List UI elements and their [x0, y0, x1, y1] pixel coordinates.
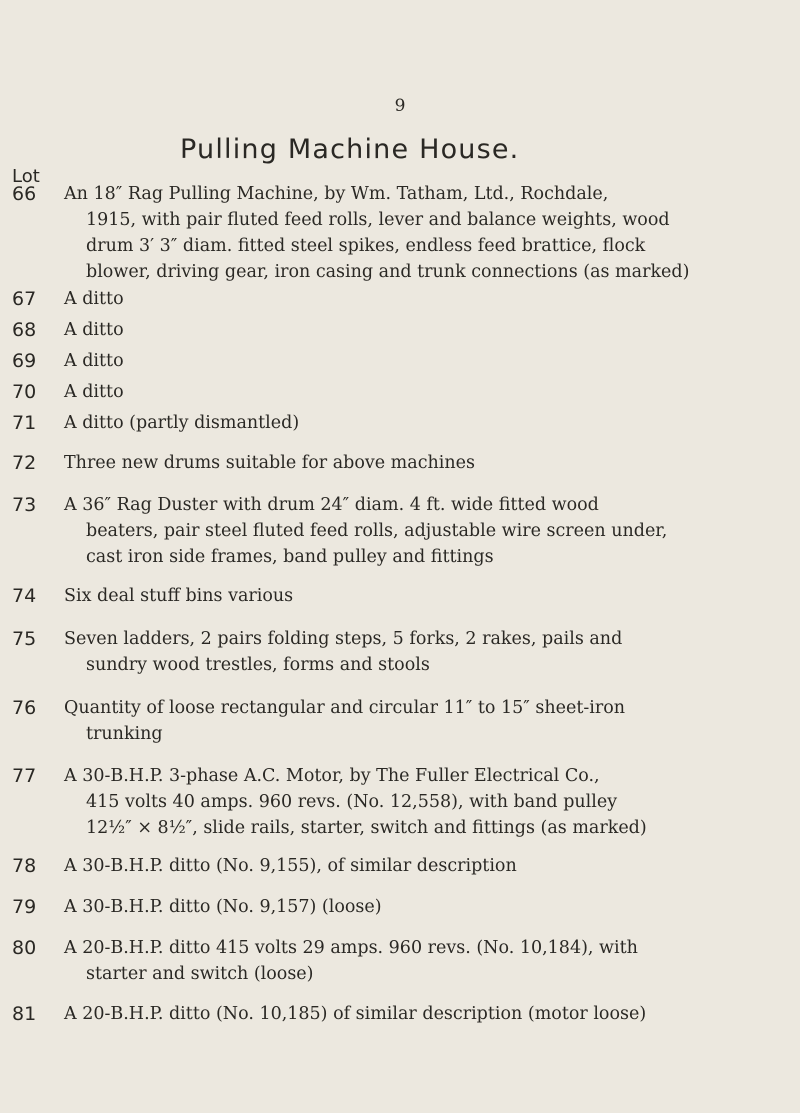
- lot-line: A ditto: [64, 320, 124, 340]
- lot-line: beaters, pair steel fluted feed rolls, adjustable wire screen under,: [86, 521, 668, 541]
- lot-line: 1915, with pair fluted feed rolls, lever and balance weights, wood: [86, 210, 670, 230]
- lot-number: 66: [12, 183, 37, 205]
- lot-number: 80: [12, 937, 37, 959]
- lot-line: A ditto: [64, 382, 124, 402]
- lot-description: [64, 626, 760, 678]
- lot-line: Six deal stuff bins various: [64, 586, 294, 606]
- lot-number: 70: [12, 381, 37, 403]
- lot-description: [64, 1001, 760, 1027]
- lot-description: [64, 317, 760, 343]
- lot-number: 79: [12, 896, 37, 918]
- lot-line: A 30-B.H.P. 3-phase A.C. Motor, by The Fuller Electrical Co.,: [64, 766, 600, 786]
- lot-column-header: Lot: [12, 166, 40, 187]
- lot-description: [64, 410, 760, 436]
- lot-description: [64, 853, 760, 879]
- lot-line: A 20-B.H.P. ditto (No. 10,185) of similar description (motor loose): [64, 1004, 647, 1024]
- lot-description: [64, 935, 760, 987]
- lot-number: 81: [12, 1003, 37, 1025]
- lot-number: 74: [12, 585, 37, 607]
- lot-line: Three new drums suitable for above machines: [64, 453, 475, 473]
- lot-line: 12½″ × 8½″, slide rails, starter, switch and fittings (as marked): [86, 818, 647, 838]
- lot-description: [64, 894, 760, 920]
- lot-line: sundry wood trestles, forms and stools: [86, 655, 430, 675]
- lot-line: A 30-B.H.P. ditto (No. 9,155), of similar description: [64, 856, 517, 876]
- lot-description: [64, 181, 760, 285]
- lot-number: 72: [12, 452, 37, 474]
- lot-description: [64, 583, 760, 609]
- lot-number: 69: [12, 350, 37, 372]
- lot-line: 415 volts 40 amps. 960 revs. (No. 12,558), with band pulley: [86, 792, 618, 812]
- lot-number: 75: [12, 628, 37, 650]
- lot-line: cast iron side frames, band pulley and fittings: [86, 547, 494, 567]
- lot-line: drum 3′ 3″ diam. fitted steel spikes, endless feed brattice, flock: [86, 236, 646, 256]
- lot-line: Quantity of loose rectangular and circular 11″ to 15″ sheet-iron: [64, 698, 626, 718]
- lot-description: [64, 379, 760, 405]
- lot-line: A 36″ Rag Duster with drum 24″ diam. 4 ft. wide fitted wood: [64, 495, 599, 515]
- lot-description: [64, 492, 760, 570]
- lot-number: 73: [12, 494, 37, 516]
- lot-description: [64, 348, 760, 374]
- lot-line: Seven ladders, 2 pairs folding steps, 5 forks, 2 rakes, pails and: [64, 629, 623, 649]
- lot-number: 71: [12, 412, 37, 434]
- lot-line: A 20-B.H.P. ditto 415 volts 29 amps. 960 revs. (No. 10,184), with: [64, 938, 638, 958]
- lot-line: A ditto: [64, 289, 124, 309]
- lot-description: [64, 695, 760, 747]
- lot-line: blower, driving gear, iron casing and trunk connections (as marked): [86, 262, 690, 282]
- section-title: Pulling Machine House.: [180, 134, 520, 165]
- lot-line: A 30-B.H.P. ditto (No. 9,157) (loose): [64, 897, 382, 917]
- lot-number: 77: [12, 765, 37, 787]
- lot-number: 68: [12, 319, 37, 341]
- lot-description: [64, 286, 760, 312]
- lot-line: An 18″ Rag Pulling Machine, by Wm. Tatham, Ltd., Rochdale,: [64, 184, 609, 204]
- lot-number: 78: [12, 855, 37, 877]
- lot-number: 76: [12, 697, 37, 719]
- page-number: 9: [394, 96, 406, 116]
- lot-line: starter and switch (loose): [86, 964, 314, 984]
- lot-line: A ditto: [64, 351, 124, 371]
- lot-description: [64, 450, 760, 476]
- lot-number: 67: [12, 288, 37, 310]
- lot-line: trunking: [86, 724, 163, 744]
- lot-description: [64, 763, 760, 841]
- lot-line: A ditto (partly dismantled): [64, 413, 300, 433]
